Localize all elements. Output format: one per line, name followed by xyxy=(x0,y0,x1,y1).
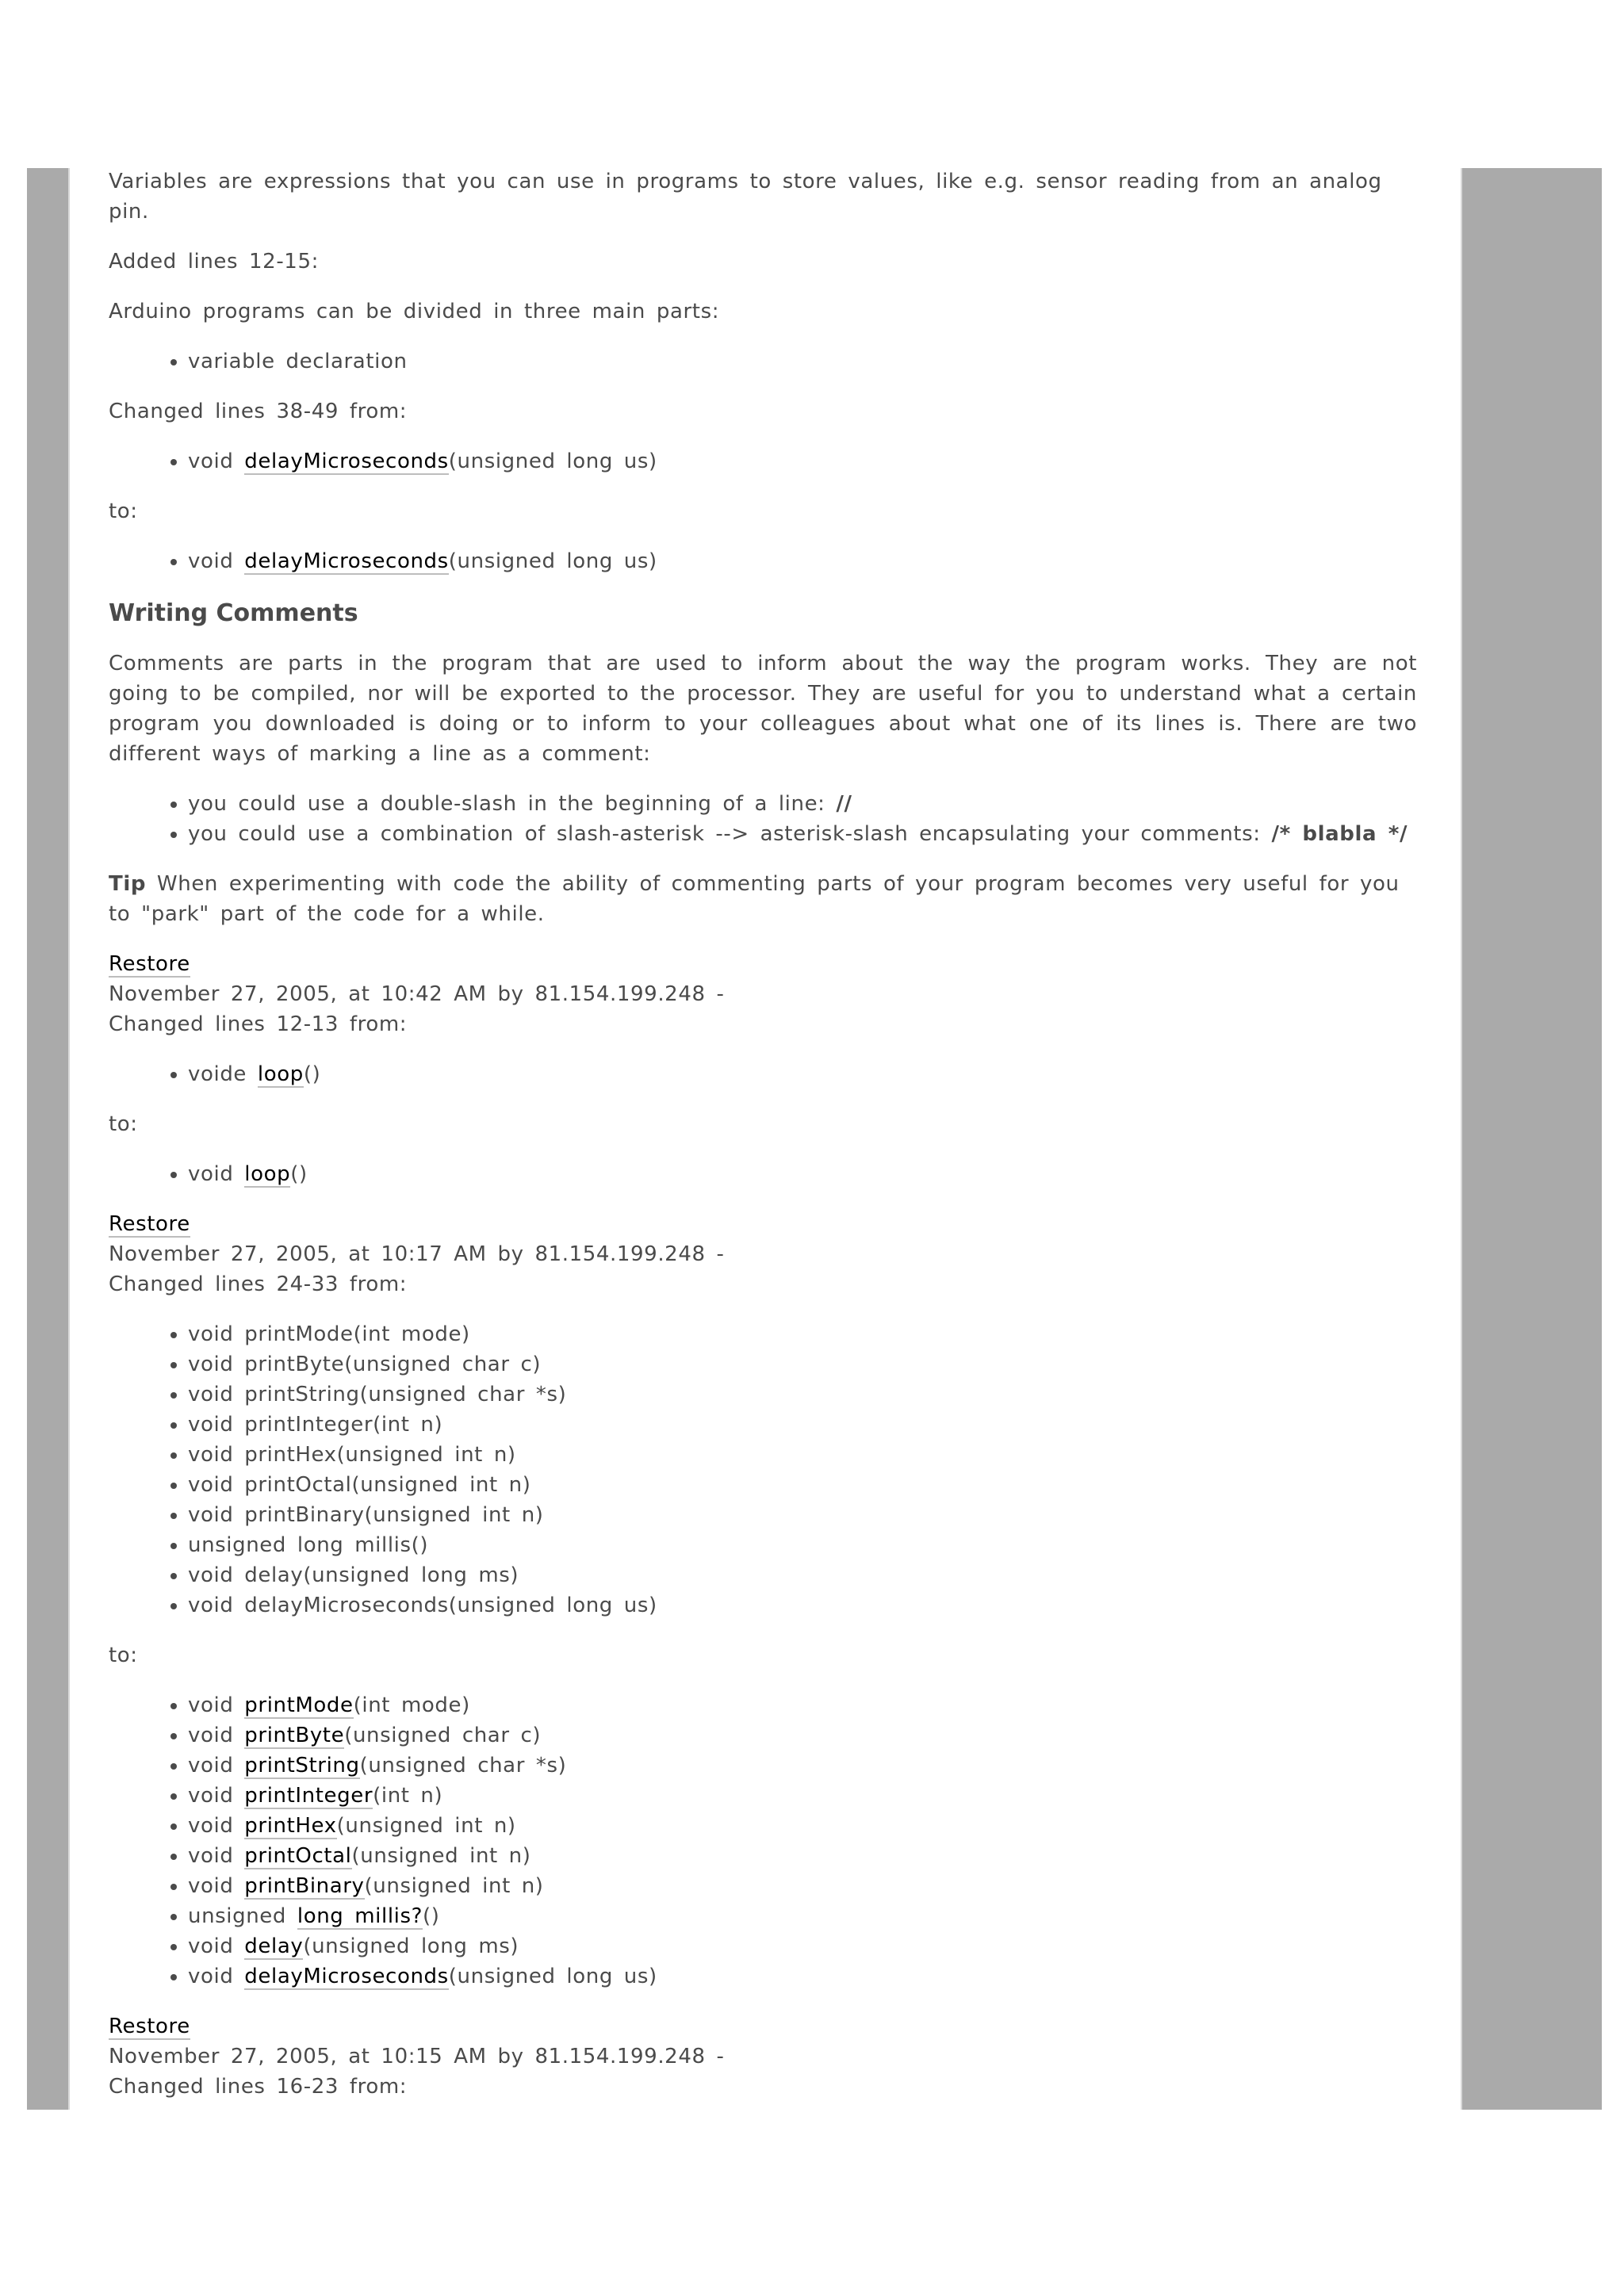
list-item xyxy=(188,1811,1417,1841)
item-prefix: void xyxy=(188,549,245,573)
list-item xyxy=(188,789,1417,819)
right-gutter-line xyxy=(1461,168,1462,2110)
list-item: • void printOctal(unsigned int n) xyxy=(188,1470,1417,1500)
list-item xyxy=(188,1961,1417,1992)
revision-header xyxy=(109,2011,1417,2102)
bullet-text: you could use a combination of slash-asterisk --> asterisk-slash encapsulating your comments: xyxy=(188,822,1272,846)
from-list xyxy=(109,446,1417,476)
tip-text: When experimenting with code the ability of commenting parts of your program becomes very useful for you to "park" part of the code for a while. xyxy=(109,872,1400,926)
item-suffix: (unsigned int n) xyxy=(364,1874,544,1898)
item-prefix: void xyxy=(188,1874,245,1898)
changed-lines-note: Changed lines 16-23 from: xyxy=(109,2075,408,2099)
item-suffix: (unsigned int n) xyxy=(336,1814,516,1838)
item-suffix: () xyxy=(290,1162,308,1186)
function-link[interactable]: printInteger xyxy=(244,1784,373,1808)
item-prefix: void xyxy=(188,1784,245,1808)
item-prefix: void xyxy=(188,1814,245,1838)
comments-body: Comments are parts in the program that are used to inform about the way the program works. They are not going to be compiled, nor will be exported to the processor. They are useful for you to understand what a certain program you downloaded is doing or to inform to your colleagues about what one of its lines is. There are two different ways of marking a line as a comment: xyxy=(109,652,1417,766)
function-link[interactable]: loop xyxy=(244,1162,291,1186)
item-prefix: void xyxy=(188,1844,245,1868)
list-item xyxy=(188,1901,1417,1931)
item-suffix: (unsigned long us) xyxy=(448,1965,657,1988)
right-sidebar-bar xyxy=(1462,168,1602,2110)
bullet-text: you could use a double-slash in the beginning of a line: xyxy=(188,792,837,816)
function-link[interactable]: delayMicroseconds xyxy=(244,549,449,573)
revision-meta: November 27, 2005, at 10:42 AM by 81.154.199.248 - xyxy=(109,982,725,1006)
item-prefix: void xyxy=(188,1724,245,1747)
item-suffix: (unsigned char c) xyxy=(344,1724,542,1747)
program-parts-text: Arduino programs can be divided in three main parts: xyxy=(109,300,720,323)
item-prefix: void xyxy=(188,1934,245,1958)
function-link[interactable]: delay xyxy=(244,1934,304,1958)
list-item: • void printMode(int mode) xyxy=(188,1319,1417,1349)
to-list xyxy=(109,546,1417,576)
list-item: • unsigned long millis() xyxy=(188,1530,1417,1560)
to-label: to: xyxy=(109,499,138,523)
program-parts-list xyxy=(109,346,1417,377)
item-prefix: unsigned xyxy=(188,1904,297,1928)
to-label: to: xyxy=(109,1644,138,1667)
list-item xyxy=(188,1931,1417,1961)
tip-paragraph xyxy=(109,869,1417,929)
tip-label: Tip xyxy=(109,872,147,896)
revision-meta: November 27, 2005, at 10:15 AM by 81.154.199.248 - xyxy=(109,2045,725,2068)
item-suffix: (unsigned long us) xyxy=(448,549,657,573)
left-gutter-line xyxy=(68,168,70,2110)
list-item: • variable declaration xyxy=(188,346,1417,377)
list-item: • void delayMicroseconds(unsigned long us) xyxy=(188,1590,1417,1621)
from-list xyxy=(109,1319,1417,1621)
function-link[interactable]: delayMicroseconds xyxy=(244,1965,449,1988)
item-suffix: (int n) xyxy=(373,1784,443,1808)
item-suffix: (unsigned char *s) xyxy=(359,1754,567,1777)
list-item: • void printHex(unsigned int n) xyxy=(188,1440,1417,1470)
list-item: • void printString(unsigned char *s) xyxy=(188,1380,1417,1410)
restore-link[interactable]: Restore xyxy=(109,1212,190,1236)
from-list xyxy=(109,1059,1417,1089)
list-item: • void printBinary(unsigned int n) xyxy=(188,1500,1417,1530)
function-link[interactable]: loop xyxy=(257,1062,304,1086)
comment-methods-list xyxy=(109,789,1417,849)
section-heading: Writing Comments xyxy=(109,599,358,627)
list-item xyxy=(188,446,1417,476)
to-list xyxy=(109,1690,1417,1992)
item-suffix: (unsigned long ms) xyxy=(303,1934,519,1958)
list-item xyxy=(188,1751,1417,1781)
left-sidebar-bar xyxy=(27,168,68,2110)
item-prefix: void xyxy=(188,1965,245,1988)
changed-lines-note: Changed lines 12-13 from: xyxy=(109,1012,408,1036)
list-item: • void printInteger(int n) xyxy=(188,1410,1417,1440)
item-prefix: voide xyxy=(188,1062,258,1086)
to-label: to: xyxy=(109,1112,138,1136)
item-prefix: void xyxy=(188,1162,245,1186)
item-prefix: void xyxy=(188,1754,245,1777)
list-item xyxy=(188,1059,1417,1089)
item-suffix: (unsigned int n) xyxy=(351,1844,531,1868)
function-link[interactable]: printByte xyxy=(244,1724,345,1747)
changed-lines-note: Changed lines 24-33 from: xyxy=(109,1272,408,1296)
item-prefix: void xyxy=(188,450,245,473)
list-item xyxy=(188,1781,1417,1811)
function-link[interactable]: printString xyxy=(244,1754,360,1777)
restore-link[interactable]: Restore xyxy=(109,952,190,976)
revision-header xyxy=(109,949,1417,1039)
list-item xyxy=(188,1690,1417,1720)
item-suffix: (int mode) xyxy=(353,1693,470,1717)
list-item xyxy=(188,1841,1417,1871)
function-link[interactable]: delayMicroseconds xyxy=(244,450,449,473)
to-list xyxy=(109,1159,1417,1189)
function-link[interactable]: printHex xyxy=(244,1814,337,1838)
list-item xyxy=(188,819,1417,849)
revision-meta: November 27, 2005, at 10:17 AM by 81.154.199.248 - xyxy=(109,1242,725,1266)
list-item: • void delay(unsigned long ms) xyxy=(188,1560,1417,1590)
added-lines-note: Added lines 12-15: xyxy=(109,250,319,274)
list-item xyxy=(188,546,1417,576)
function-link[interactable]: long millis? xyxy=(297,1904,423,1928)
code-snippet: /* blabla */ xyxy=(1271,822,1408,846)
restore-link[interactable]: Restore xyxy=(109,2015,190,2038)
function-link[interactable]: printOctal xyxy=(244,1844,352,1868)
list-item: • void printByte(unsigned char c) xyxy=(188,1349,1417,1380)
item-suffix: () xyxy=(423,1904,440,1928)
changed-lines-note: Changed lines 38-49 from: xyxy=(109,400,408,423)
page-content xyxy=(109,166,1417,2122)
code-snippet: // xyxy=(836,792,852,816)
item-prefix: void xyxy=(188,1693,245,1717)
item-suffix: (unsigned long us) xyxy=(448,450,657,473)
function-link[interactable]: printBinary xyxy=(244,1874,365,1898)
revision-header xyxy=(109,1209,1417,1299)
variables-intro: Variables are expressions that you can use in programs to store values, like e.g. sensor reading from an analog pin. xyxy=(109,170,1382,224)
list-item xyxy=(188,1720,1417,1751)
list-item xyxy=(188,1871,1417,1901)
list-item xyxy=(188,1159,1417,1189)
item-suffix: () xyxy=(303,1062,321,1086)
function-link[interactable]: printMode xyxy=(244,1693,354,1717)
